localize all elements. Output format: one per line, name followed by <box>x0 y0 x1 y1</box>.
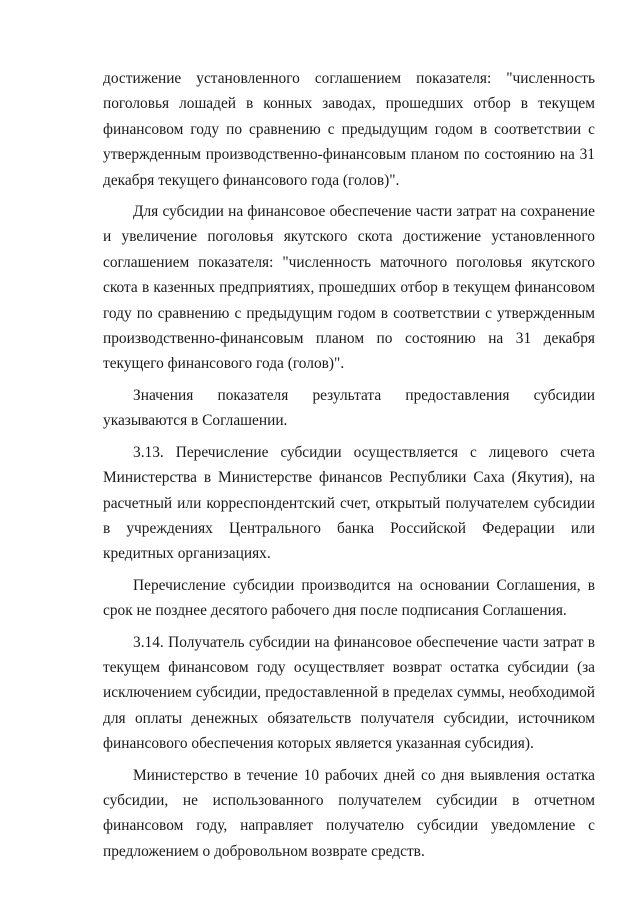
paragraph-transfer-deadline: Перечисление субсидии производится на основании Соглашения, в срок не позднее десятого рабочего дня после подписания Соглашения. <box>103 576 595 620</box>
paragraph-horse-indicator: достижение установленного соглашением показателя: "численность поголовья лошадей в конных заводах, прошедших отбор в текущем финансовом году по сравнению с предыдущим годом в соответствии с утвержденным производственно-финансовым планом по состоянию на 31 декабря текущего финансового года (голов)". <box>103 70 595 189</box>
paragraph-3-13-transfer: 3.13. Перечисление субсидии осуществляется с лицевого счета Министерства в Министерстве финансов Республики Саха (Якутия), на расчетный или корреспондентский счет, открытый получателем субсидии в учреждениях Центрального банка Российской Федерации или кредитных организациях. <box>103 443 595 563</box>
document-page <box>103 66 595 870</box>
paragraph-indicator-values: Значения показателя результата предоставления субсидии указываются в Соглашении. <box>103 386 595 430</box>
paragraph-3-14-return: 3.14. Получатель субсидии на финансовое обеспечение части затрат в текущем финансовом году осуществляет возврат остатка субсидии (за исключением субсидии, предоставленной в пределах суммы, необходимой для оплаты денежных обязательств получателя субсидии, источником финансового обеспечения которых является указанная субсидия). <box>103 633 595 753</box>
paragraph-yakut-cattle-indicator: Для субсидии на финансовое обеспечение части затрат на сохранение и увеличение поголовья якутского скота достижение установленного соглашением показателя: "численность маточного поголовья якутского скота в казенных предприятиях, прошедших отбор в текущем финансовом году по сравнению с предыдущим годом в соответствии с утвержденным производственно-финансовым планом по состоянию на 31 декабря текущего финансового года (голов)". <box>103 203 595 373</box>
paragraph-ministry-notice: Министерство в течение 10 рабочих дней со дня выявления остатка субсидии, не использованного получателем субсидии в отчетном финансовом году, направляет получателю субсидии уведомление с предложением о добровольном возврате средств. <box>103 766 595 860</box>
